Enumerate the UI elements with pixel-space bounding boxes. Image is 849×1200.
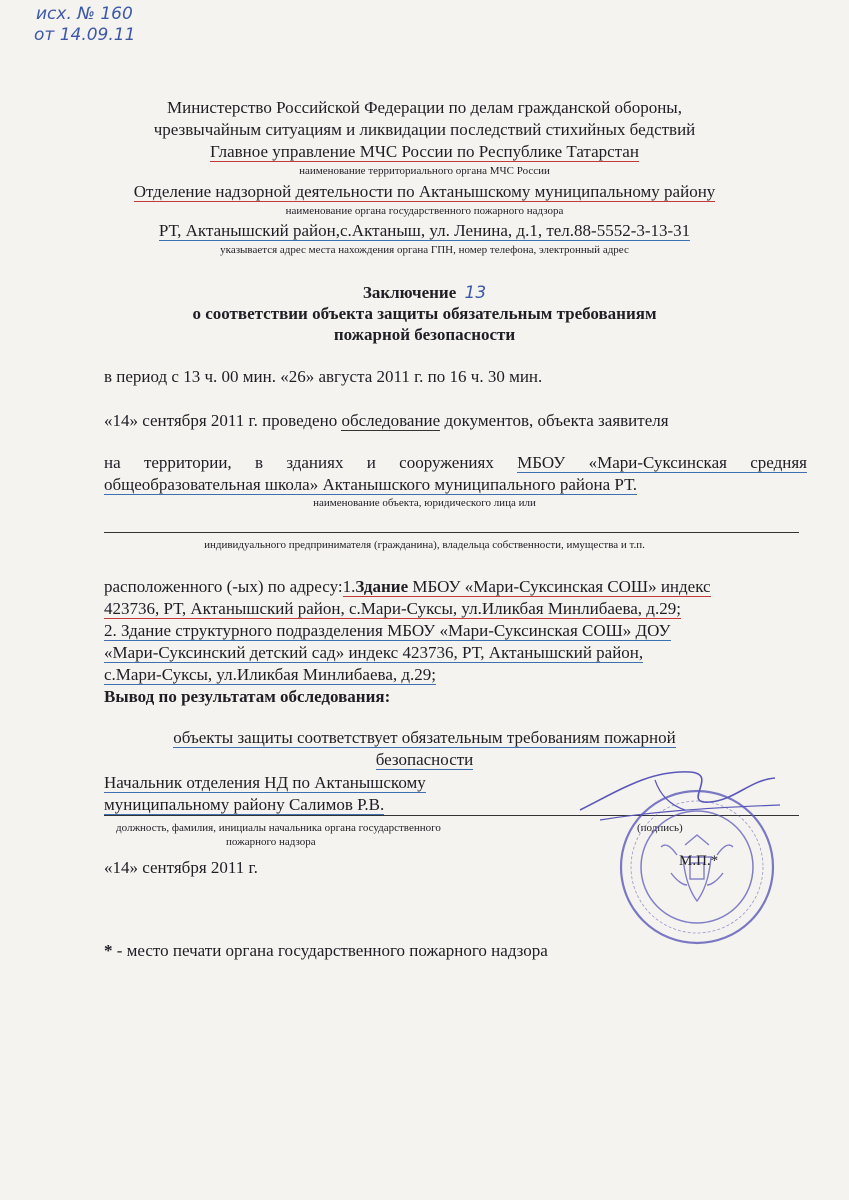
ministry-line-1: Министерство Российской Федерации по делам гражданской обороны, — [167, 98, 682, 117]
object-line-1: МБОУ «Мари-Суксинская средняя — [517, 453, 807, 472]
stamp-mark: М.П.* — [679, 853, 719, 869]
address-line-2 — [104, 599, 681, 619]
conclusion-label: Вывод по результатам обследования: — [104, 687, 391, 706]
footnote-text: - место печати органа государственного пожарного надзора — [112, 941, 548, 960]
supervision-body-text: Отделение надзорной деятельности по Актанышскому муниципальному району — [133, 182, 716, 201]
inspection-line — [104, 411, 669, 431]
signer-position-2: муниципальному району Салимов Р.В. — [104, 795, 385, 814]
inspection-suffix: документов, объекта заявителя — [440, 411, 669, 430]
supervision-caption: наименование органа государственного пожарного надзора — [285, 205, 564, 217]
supervision-address-text: РТ, Актанышский район,с.Актаныш, ул. Ленина, д.1, тел.88-5552-3-13-31 — [158, 221, 691, 240]
signer-caption-2: пожарного надзора — [226, 836, 316, 848]
title-line-3: пожарной безопасности — [333, 325, 516, 344]
footnote-asterisk: * — [104, 941, 113, 960]
address-line-3 — [104, 621, 671, 641]
address1-word: Здание — [355, 577, 409, 596]
territorial-body — [0, 142, 849, 162]
address-prefix: расположенного (-ых) по адресу: — [104, 577, 343, 596]
supervision-body — [0, 182, 849, 202]
document-title — [0, 283, 849, 303]
title-line-2: о соответствии объекта защиты обязательным требованиям — [192, 304, 657, 323]
title-word: Заключение — [362, 283, 457, 302]
object-line-2-wrap — [104, 475, 637, 495]
handwritten-number: 13 — [464, 283, 487, 303]
conclusion-text-1: объекты защиты соответствует обязательным требованиям пожарной — [173, 728, 676, 747]
supervision-address — [0, 221, 849, 241]
conclusion-text-2: безопасности — [375, 750, 474, 769]
territorial-caption: наименование территориального органа МЧС России — [299, 165, 550, 177]
address2-line2: «Мари-Суксинский детский сад» индекс 423736, РТ, Актанышский район, — [104, 643, 644, 662]
signer-position-1: Начальник отделения НД по Актанышскому — [104, 773, 426, 792]
object-line-2: общеобразовательная школа» Актанышского муниципального района РТ. — [104, 475, 638, 494]
address1-block — [343, 577, 711, 597]
address1-line2: 423736, РТ, Актанышский район, с.Мари-Суксы, ул.Иликбая Минлибаева, д.29; — [104, 599, 681, 618]
signature-caption: (подпись) — [637, 822, 683, 834]
object-caption-2: индивидуального предпринимателя (гражданина), владельца собственности, имущества и т.п. — [204, 539, 645, 551]
territorial-body-text: Главное управление МЧС России по Республике Татарстан — [210, 142, 639, 161]
territory-prefix: на территории, в зданиях и сооружениях — [104, 453, 518, 472]
inspection-prefix: «14» сентября 2011 г. проведено — [104, 411, 342, 430]
conclusion-line-1 — [0, 728, 849, 748]
handwritten-date: от 14.09.11 — [34, 25, 136, 45]
handwritten-ref: исх. № 160 — [36, 4, 133, 24]
address-line-5 — [104, 665, 436, 685]
inspection-word: обследование — [341, 411, 441, 430]
blank-line — [104, 532, 799, 533]
object-caption-1: наименование объекта, юридического лица или — [313, 497, 536, 509]
signer-caption-1: должность, фамилия, инициалы начальника органа государственного — [116, 822, 441, 834]
address1-num: 1. — [342, 577, 356, 596]
address-caption: указывается адрес места нахождения органа ГПН, номер телефона, электронный адрес — [220, 244, 629, 256]
address-line-4 — [104, 643, 643, 663]
address1-rest: МБОУ «Мари-Суксинская СОШ» индекс — [408, 577, 711, 596]
territory-line — [104, 453, 807, 473]
ministry-line-2: чрезвычайным ситуациям и ликвидации последствий стихийных бедствий — [153, 120, 696, 139]
address-line-1 — [104, 577, 711, 597]
signature-date: «14» сентября 2011 г. — [104, 858, 258, 877]
address2-line3: с.Мари-Суксы, ул.Иликбая Минлибаева, д.29; — [104, 665, 436, 684]
address2-line1: 2. Здание структурного подразделения МБОУ «Мари-Суксинская СОШ» ДОУ — [104, 621, 671, 640]
signer-line-1 — [104, 773, 426, 793]
inspection-period: в период с 13 ч. 00 мин. «26» августа 2011 г. по 16 ч. 30 мин. — [104, 367, 543, 386]
footnote — [104, 941, 548, 961]
